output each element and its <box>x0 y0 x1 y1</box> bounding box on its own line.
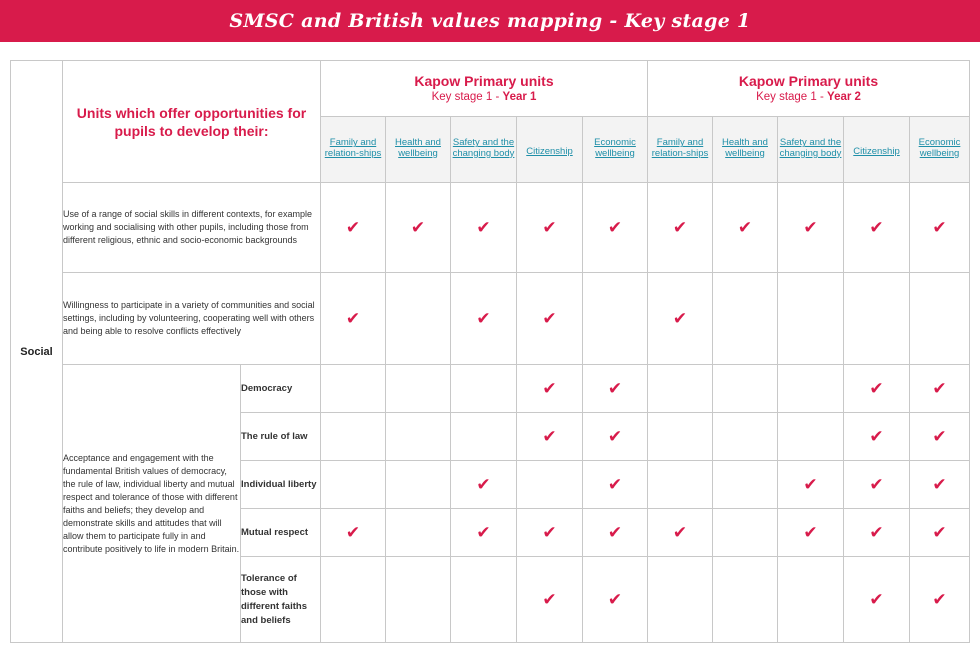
tick-cell <box>910 509 970 557</box>
empty-cell <box>321 365 386 413</box>
tick-cell <box>648 509 713 557</box>
unit-link[interactable]: Family and relation-ships <box>324 137 382 159</box>
checkmark-icon: ✔ <box>737 217 753 238</box>
checkmark-icon: ✔ <box>869 474 884 495</box>
tick-cell <box>844 183 910 273</box>
tick-cell <box>451 509 517 557</box>
empty-cell <box>778 365 844 413</box>
tick-cell <box>517 273 583 365</box>
tick-cell <box>910 461 970 509</box>
unit-link[interactable]: Safety and the changing body <box>779 137 842 159</box>
checkmark-icon: ✔ <box>476 217 491 238</box>
unit-header-year-1 <box>517 117 583 183</box>
checkmark-icon: ✔ <box>476 522 491 543</box>
tick-cell <box>583 509 648 557</box>
empty-cell <box>713 413 778 461</box>
tick-cell <box>844 557 910 643</box>
checkmark-icon: ✔ <box>932 217 947 238</box>
checkmark-icon: ✔ <box>869 217 884 238</box>
year-1-group-header <box>321 61 648 117</box>
empty-cell <box>778 413 844 461</box>
british-value-label: The rule of law <box>241 413 321 461</box>
checkmark-icon: ✔ <box>869 378 884 399</box>
header-banner <box>0 0 980 42</box>
table-row <box>11 273 970 365</box>
empty-cell <box>321 413 386 461</box>
unit-header-year-2 <box>713 117 778 183</box>
british-value-label: Tolerance of those with different faiths and beliefs <box>241 557 321 643</box>
checkmark-icon: ✔ <box>869 522 884 543</box>
empty-cell <box>713 509 778 557</box>
checkmark-icon: ✔ <box>932 426 947 447</box>
checkmark-icon: ✔ <box>345 217 361 238</box>
tick-cell <box>910 557 970 643</box>
empty-cell <box>713 365 778 413</box>
british-values-description: Acceptance and engagement with the fundamental British values of democracy, the rule of law, individual liberty and mutual respect and tolerance of those with different faiths and beliefs; they develop and demonstrate skills and attitudes that will allow them to participate fully in and contribute positively to life in modern Britain. <box>63 365 241 643</box>
checkmark-icon: ✔ <box>672 217 688 238</box>
unit-link[interactable]: Economic wellbeing <box>918 137 961 159</box>
checkmark-icon: ✔ <box>803 217 818 238</box>
checkmark-icon: ✔ <box>672 308 688 329</box>
british-value-row <box>11 365 970 413</box>
unit-header-year-2 <box>910 117 970 183</box>
empty-cell <box>844 273 910 365</box>
checkmark-icon: ✔ <box>607 426 623 447</box>
checkmark-icon: ✔ <box>607 217 623 238</box>
checkmark-icon: ✔ <box>345 522 361 543</box>
unit-link[interactable]: Health and wellbeing <box>395 137 441 159</box>
row-description: Use of a range of social skills in different contexts, for example working and socialising with other pupils, including those from different religious, ethnic and socio-economic backgrounds <box>63 183 321 273</box>
tick-cell <box>844 413 910 461</box>
checkmark-icon: ✔ <box>476 308 491 329</box>
checkmark-icon: ✔ <box>542 522 557 543</box>
empty-cell <box>648 557 713 643</box>
unit-link[interactable]: Health and wellbeing <box>722 137 768 159</box>
tick-cell <box>778 509 844 557</box>
british-value-label: Democracy <box>241 365 321 413</box>
tick-cell <box>321 509 386 557</box>
checkmark-icon: ✔ <box>932 378 947 399</box>
empty-cell <box>583 273 648 365</box>
unit-header-year-2 <box>648 117 713 183</box>
empty-cell <box>713 557 778 643</box>
checkmark-icon: ✔ <box>607 522 623 543</box>
section-label-social: Social <box>11 61 63 643</box>
tick-cell <box>648 183 713 273</box>
empty-cell <box>321 461 386 509</box>
unit-link[interactable]: Family and relation-ships <box>651 137 709 159</box>
tick-cell <box>648 273 713 365</box>
tick-cell <box>778 461 844 509</box>
tick-cell <box>517 509 583 557</box>
empty-cell <box>451 365 517 413</box>
tick-cell <box>583 365 648 413</box>
tick-cell <box>778 183 844 273</box>
tick-cell <box>517 365 583 413</box>
checkmark-icon: ✔ <box>869 426 884 447</box>
checkmark-icon: ✔ <box>410 217 426 238</box>
empty-cell <box>778 273 844 365</box>
empty-cell <box>648 461 713 509</box>
unit-header-year-1 <box>321 117 386 183</box>
checkmark-icon: ✔ <box>932 589 947 610</box>
checkmark-icon: ✔ <box>542 378 557 399</box>
year-1-group-subtitle: Key stage 1 - Year 1 <box>431 90 537 103</box>
checkmark-icon: ✔ <box>869 589 884 610</box>
mapping-table <box>10 60 970 643</box>
checkmark-icon: ✔ <box>932 522 947 543</box>
tick-cell <box>713 183 778 273</box>
units-heading-cell <box>63 61 321 183</box>
empty-cell <box>386 461 451 509</box>
units-heading: Units which offer opportunities for pupils to develop their: <box>76 104 307 139</box>
tick-cell <box>321 183 386 273</box>
unit-link[interactable]: Citizenship <box>526 145 573 157</box>
checkmark-icon: ✔ <box>932 474 947 495</box>
checkmark-icon: ✔ <box>345 308 361 329</box>
tick-cell <box>583 557 648 643</box>
empty-cell <box>451 557 517 643</box>
tick-cell <box>517 183 583 273</box>
year-2-group-header <box>648 61 970 117</box>
checkmark-icon: ✔ <box>476 474 491 495</box>
checkmark-icon: ✔ <box>542 308 557 329</box>
unit-header-year-1 <box>386 117 451 183</box>
tick-cell <box>451 461 517 509</box>
empty-cell <box>713 461 778 509</box>
empty-cell <box>648 365 713 413</box>
tick-cell <box>583 413 648 461</box>
tick-cell <box>844 365 910 413</box>
british-value-label: Mutual respect <box>241 509 321 557</box>
checkmark-icon: ✔ <box>607 474 623 495</box>
unit-link[interactable]: Citizenship <box>853 145 900 157</box>
empty-cell <box>386 509 451 557</box>
tick-cell <box>321 273 386 365</box>
empty-cell <box>648 413 713 461</box>
checkmark-icon: ✔ <box>542 426 557 447</box>
checkmark-icon: ✔ <box>542 589 557 610</box>
tick-cell <box>844 509 910 557</box>
unit-header-year-1 <box>451 117 517 183</box>
empty-cell <box>910 273 970 365</box>
table-row <box>11 183 970 273</box>
tick-cell <box>583 461 648 509</box>
tick-cell <box>583 183 648 273</box>
empty-cell <box>517 461 583 509</box>
tick-cell <box>451 273 517 365</box>
unit-header-year-2 <box>778 117 844 183</box>
checkmark-icon: ✔ <box>803 474 818 495</box>
empty-cell <box>386 365 451 413</box>
british-value-label: Individual liberty <box>241 461 321 509</box>
year-2-group-subtitle: Key stage 1 - Year 2 <box>756 90 861 103</box>
checkmark-icon: ✔ <box>542 217 557 238</box>
tick-cell <box>910 413 970 461</box>
empty-cell <box>713 273 778 365</box>
tick-cell <box>517 557 583 643</box>
year-1-group-title: Kapow Primary units <box>414 72 554 89</box>
tick-cell <box>386 183 451 273</box>
tick-cell <box>910 183 970 273</box>
page-title: SMSC and British values mapping - Key stage 1 <box>229 10 751 32</box>
tick-cell <box>517 413 583 461</box>
empty-cell <box>321 557 386 643</box>
empty-cell <box>386 413 451 461</box>
year-2-group-title: Kapow Primary units <box>738 72 879 89</box>
empty-cell <box>386 273 451 365</box>
checkmark-icon: ✔ <box>803 522 818 543</box>
unit-header-year-2 <box>844 117 910 183</box>
tick-cell <box>844 461 910 509</box>
tick-cell <box>451 183 517 273</box>
checkmark-icon: ✔ <box>607 378 623 399</box>
checkmark-icon: ✔ <box>672 522 688 543</box>
unit-link[interactable]: Safety and the changing body <box>452 137 515 159</box>
unit-link[interactable]: Economic wellbeing <box>594 137 636 159</box>
unit-header-year-1 <box>583 117 648 183</box>
row-description: Willingness to participate in a variety of communities and social settings, including by volunteering, cooperating well with others and being able to resolve conflicts effectively <box>63 273 321 365</box>
tick-cell <box>910 365 970 413</box>
empty-cell <box>386 557 451 643</box>
empty-cell <box>778 557 844 643</box>
checkmark-icon: ✔ <box>607 589 623 610</box>
empty-cell <box>451 413 517 461</box>
